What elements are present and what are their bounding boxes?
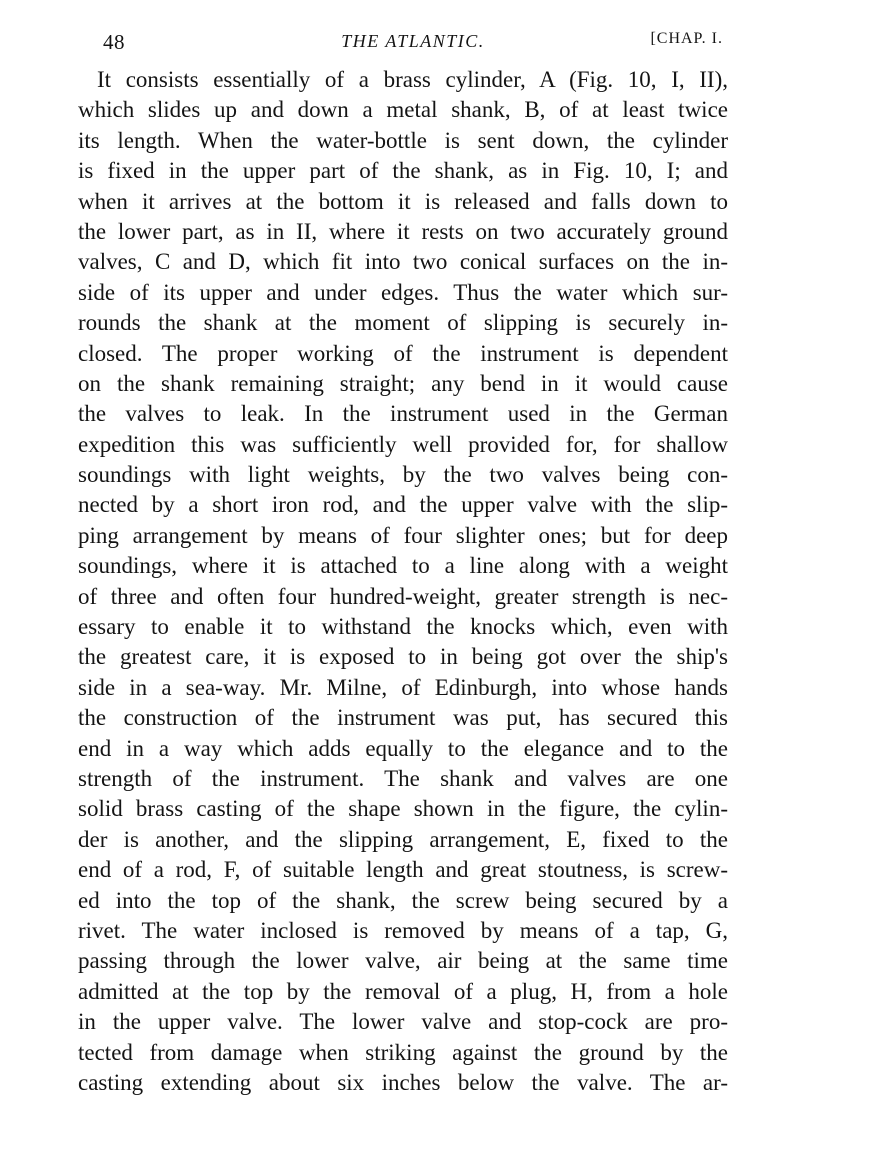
text-line: solid brass casting of the shape shown in the figure, the cylin- xyxy=(78,796,728,822)
text-line: soundings, where it is attached to a line along with a weight xyxy=(78,553,728,579)
running-title: THE ATLANTIC. xyxy=(341,31,485,51)
text-line: ed into the top of the shank, the screw being secured by a xyxy=(78,887,728,913)
text-line: which slides up and down a metal shank, B, of at least twice xyxy=(78,97,728,123)
text-line: tected from damage when striking against the ground by the xyxy=(78,1039,728,1065)
text-line: side in a sea-way. Mr. Milne, of Edinburgh, into whose hands xyxy=(78,674,728,700)
chapter-mark: [CHAP. I. xyxy=(650,30,723,47)
text-line: of three and often four hundred-weight, greater strength is nec- xyxy=(78,583,728,609)
text-line: admitted at the top by the removal of a plug, H, from a hole xyxy=(78,978,728,1004)
text-line: nected by a short iron rod, and the upper valve with the slip- xyxy=(78,492,728,518)
text-line: when it arrives at the bottom it is released and falls down to xyxy=(78,188,728,214)
text-line: der is another, and the slipping arrangement, E, fixed to the xyxy=(78,826,728,852)
text-line: passing through the lower valve, air being at the same time xyxy=(78,948,728,974)
body-paragraph xyxy=(78,65,728,1098)
text-line: It consists essentially of a brass cylinder, A (Fig. 10, I, II), xyxy=(97,67,728,92)
text-line: is fixed in the upper part of the shank, as in Fig. 10, I; and xyxy=(78,158,728,184)
text-line: soundings with light weights, by the two valves being con- xyxy=(78,462,728,488)
text-line: the valves to leak. In the instrument used in the German xyxy=(78,401,728,427)
text-line: on the shank remaining straight; any bend in it would cause xyxy=(78,370,728,396)
text-line: rivet. The water inclosed is removed by means of a tap, G, xyxy=(78,917,728,943)
text-line: ping arrangement by means of four slighter ones; but for deep xyxy=(78,522,728,548)
text-line: rounds the shank at the moment of slipping is securely in- xyxy=(78,310,728,336)
page-number: 48 xyxy=(103,30,125,54)
page-header xyxy=(103,30,723,60)
text-line: end in a way which adds equally to the elegance and to the xyxy=(78,735,728,761)
text-line: casting extending about six inches below the valve. The ar- xyxy=(78,1069,728,1095)
text-line: closed. The proper working of the instrument is dependent xyxy=(78,340,728,366)
text-line: expedition this was sufficiently well provided for, for shallow xyxy=(78,431,728,457)
text-line: the construction of the instrument was put, has secured this xyxy=(78,705,728,731)
text-line: the lower part, as in II, where it rests on two accurately ground xyxy=(78,218,728,244)
text-line: side of its upper and under edges. Thus the water which sur- xyxy=(78,279,728,305)
text-line: strength of the instrument. The shank and valves are one xyxy=(78,765,728,791)
text-line: its length. When the water-bottle is sent down, the cylinder xyxy=(78,127,728,153)
text-line: in the upper valve. The lower valve and stop-cock are pro- xyxy=(78,1009,728,1035)
text-line: the greatest care, it is exposed to in being got over the ship's xyxy=(78,644,728,670)
text-line: end of a rod, F, of suitable length and great stoutness, is screw- xyxy=(78,857,728,883)
text-line: valves, C and D, which fit into two conical surfaces on the in- xyxy=(78,249,728,275)
text-line: essary to enable it to withstand the knocks which, even with xyxy=(78,614,728,640)
